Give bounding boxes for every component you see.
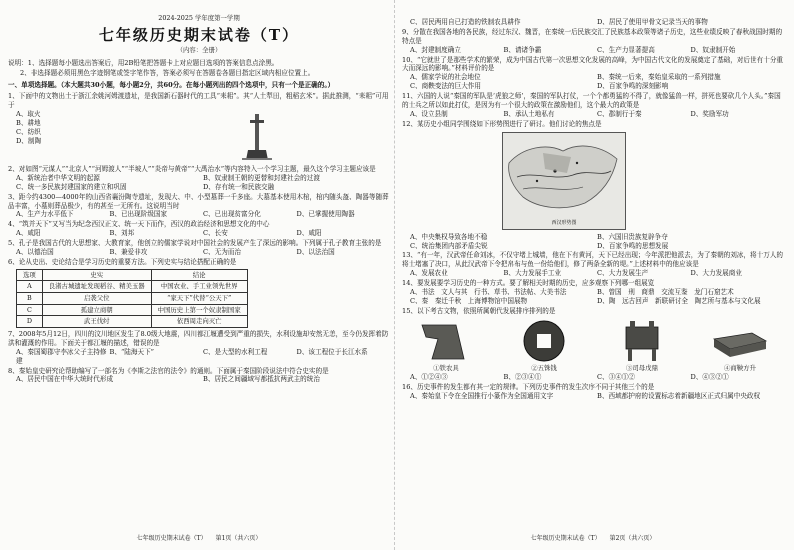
question-stem: 16、历史事件的发生都有其一定的规律。下列历史事件的发生次序不同于其他三个的是 [402,383,655,392]
question-4 [8,220,390,238]
instruction-2: 2、非选择题必须用黑色字迹钢笔或签字笔作答，答案必须写在答题卷各题目指定区域内相应位置上。 [20,69,315,78]
table-header: 结论 [151,269,247,281]
artifact-item [500,319,588,373]
artifact-row [402,319,784,373]
artifact-label: ①铁农具 [433,363,459,372]
exam-scope: （内容：全册） [176,45,222,54]
option: A、儒家学说的社会地位 [410,73,481,82]
question-stem: 8、秦始皇史研究论帮助编写了一部名为《李斯之法官的法令》的通则。下面属于秦国阶段说法中符合史实的是 [8,366,329,375]
question-10 [402,56,784,92]
instruction-1: 说明：1、选择题每小题选出答案后，用2B铅笔把答题卡上对应题目选项的答案信息点涂黑。 [8,58,279,67]
question-8-continued [402,18,784,27]
option: D、咸阳 [296,229,322,238]
option: A、生产力水平低下 [16,210,74,219]
table-cell: C [17,304,43,316]
question-16 [402,383,784,401]
question-7 [8,330,390,366]
exam-title: 七年级历史期末试卷（T） [98,25,300,44]
option: C、生产力显著提高 [597,45,655,54]
table-row [17,293,248,305]
question-3 [8,193,390,220]
question-11 [402,92,784,119]
question-stem: 10、“它就世了是那些学术的繁荣，成为中国古代第一次思想文化发展的高峰，为中国古代文化的发展奠定了基础，对后世有十分重大而深远的影响。”材料评价的是 [402,55,784,73]
question-stem: 9、分散在我国各地的各民族，经过东汉、魏晋，在秦统一后民族交汇了民族基本政策等诸子历史，这些业绩反映了春秋战国时期的特点是 [402,27,783,45]
question-stem: 6、论从史出、史论结合是学习历史的重要方法。下列史实与结论搭配正确的是 [8,257,237,266]
option: A、居民中国在中华大统时代形成 [16,375,114,384]
table-row [17,304,248,316]
option: D、百家争鸣的思想发展 [597,241,669,250]
option: D、大力发展商业 [690,269,742,278]
option: B、承认土地私有 [503,109,555,118]
option: B、大力发展手工业 [503,269,562,278]
question-14 [402,279,784,306]
option: B、兼爱非攻 [109,248,148,256]
historical-map [502,132,626,230]
table-cell: A [17,281,43,293]
question-12 [402,120,784,251]
question-stem: 12、某历史小组同学围绕如下形势图进行了研讨。他们讨论的焦点是 [402,119,602,128]
artifact-item [402,319,490,373]
leisi-tool-image [238,112,276,162]
question-5 [8,239,390,257]
option: C、郡制行于秦 [597,109,642,118]
option: A、①②④③ [410,373,448,382]
option: B、曾国 刑 商鼎 交流互鉴 龙门石窟艺术 [597,288,734,297]
evidence-table [16,269,248,328]
page-footer: 七年级历史期末试卷（T） 第1页（共六页） [136,534,262,542]
table-cell: 孤建立商朝 [42,304,151,316]
option: D、以法治国 [296,248,335,256]
table-row [17,316,248,328]
question-2 [8,165,390,192]
artifact-label: ④商鞅方升 [724,363,756,372]
option: A、设立县制 [410,109,448,118]
table-row [17,281,248,293]
option: D、奖励军功 [690,109,729,118]
option: D、存有统一和民族交融 [203,182,275,191]
option: B、“陆海天下” [109,347,155,356]
option: A、以德治国 [16,248,54,256]
map-caption: 西汉形势图 [551,219,577,226]
ding-vessel-image [618,319,666,363]
page-footer: 七年级历史期末试卷（T） 第2页（共六页） [530,534,656,542]
option: A、书法 文人与其 行书、草书、书法帖、大美书法 [410,288,567,297]
option: B、②③④① [503,373,542,382]
option: D、④③②① [690,373,729,382]
option: B、秦统一后来，秦始皇采取的一系列措施 [597,73,721,82]
option: D、制陶 [16,136,42,145]
option: C、商鞅变法的巨大作用 [410,82,481,91]
option: A、秦国蜀郡守李冰父子主持修建 [16,347,107,365]
table-header: 史实 [42,269,151,281]
artifact-item [598,319,686,373]
question-stem: 1、下面中的文物出土于浙江余姚河姆渡遗址，是我国新石器时代的工具“耒耜”。其“人土犁田，粗稻玄米”。据此推测，“耒耜”可用于 [8,92,389,110]
question-13 [402,251,784,278]
artifact-label: ②五铢钱 [531,363,557,372]
option: A、秦始皇下令在全国推行小篆作为全国通用文字 [410,392,554,401]
option: A、发展农业 [410,269,448,278]
page-1 [8,4,390,546]
option: C、无为而治 [203,248,242,256]
table-cell: 中国农业、手工业领先世界 [151,281,247,293]
option: C、秦 秦迁千秋 上海博物馆中国展物 [410,296,528,305]
option: D、陶 远古回声 新联研讨全 陶艺所与基本与文化展 [597,296,761,305]
iron-tool-image [416,319,476,363]
option: B、居民之间疆域写都抵抗两武主的统治 [203,375,320,384]
option: D、奴隶制开始 [690,45,736,54]
option: B、耕地 [16,118,41,127]
question-stem: 11、六国的人说“秦国的军队是‘虎狼之师’，秦国的军队打仗，一个个都勇猛的不得了，就像猛兽一样，拼死也要砍几个人头。”秦国的士兵之所以如此打仗，是因为有一个很大的政策在激励他们，这个最大的政策是 [402,92,781,110]
question-stem: 5、孔子是我国古代的大思想家、大教育家，他创立的儒家学说对中国社会的发展产生了深远的影响。下列属于孔子教育主张的是 [8,239,382,248]
table-cell: 依西周走向灭亡 [151,316,247,328]
section-heading: 一、单项选择题。（本大题共30小题，每小题2分，共60分。在每小题列出的四个选项中，只有一个是正确的。） [8,81,335,90]
question-stem: 13、“有一年，汉武帝任命刘冰，不仅守堵上城墙，他在下有黄河，天下已经出现；今年派把他派去，为了秦朝的刘冰，将十万人的将士堵塞了决口，从此汉武帝下令把帛布与鱼一份给他们，修了两条全新的堤。”上述材料中的他应该是 [402,251,784,269]
wuzhu-coin-image [520,319,568,363]
question-15 [402,307,784,382]
option: A、新统治者中华文明的起源 [16,173,100,182]
option: D、已掌握使用陶器 [296,210,355,219]
option: D、百家争鸣的深刻影响 [597,82,669,91]
question-stem: 4、“筑并天下”又写当为纪念西汉正文、统一天下而作，西汉的政治经济和思想文化的中心 [8,220,270,229]
map-graphic [503,133,623,217]
question-9 [402,28,784,55]
option: C、居民两用自已打造的铁制农具耕作 [410,18,521,26]
option: D、该工程位于长江水系 [296,347,368,356]
option: A、取火 [16,109,41,118]
question-stem: 15、以下考古文物，依照所属朝代发展排序排列的是 [402,306,556,315]
page-2 [402,4,784,546]
table-cell: B [17,293,43,305]
option: C、长安 [203,229,228,238]
option: D、居民了使用甲骨文记录当天的事物 [597,18,708,26]
option: A、中央集权导致各地不稳 [410,232,488,241]
question-stem: 3、距今约4300—4000年的山西省襄汾陶寺遗址，发现大、中、小型墓葬一千多座。大墓基本使用木棺，棺内随头盔、陶器等随葬品丰富，小墓则葬品极少，有的甚至一无所有。这说明当时 [8,192,389,210]
table-cell: 中国历史上第一个奴隶制国家 [151,304,247,316]
option: B、六国旧贵族复辟争夺 [597,232,668,241]
question-stem: 14、要发展要学习历史的一种方式。要了解相关时期的历史，应多观察下列哪一组展览 [402,279,655,288]
option: C、统治集团内部矛盾尖锐 [410,241,488,250]
option: C、纺织 [16,127,41,136]
option: A、咸阳 [16,229,41,238]
page-divider [394,0,395,550]
option: B、奴隶制王朝的更替和封建社会的过渡 [203,173,320,182]
option: B、请诸争霸 [503,45,542,54]
option: B、刘邦 [109,229,135,238]
option: C、是大型的水利工程 [203,347,268,356]
question-stem: 7、2008年5月12日，四川的汶川地区发生了8.0级大地震，四川都江堰遭受到严重的损失，水利设施却安然无恙，至今仍发挥着防洪和灌溉的作用。下面关于都江堰的描述，错误的是 [8,329,389,347]
option: C、统一多民族封建国家的建立和巩固 [16,182,127,191]
question-stem: 2、对如图“元谋人”“北京人”“河姆渡人”“半坡人”“炎帝与黄帝”“大禹治水”等内容特入一个学习主题，最久这个学习主题应该是 [8,164,376,173]
table-cell: D [17,316,43,328]
artifact-item [696,319,784,373]
option: C、③④①② [597,373,636,382]
table-cell: 启袭父位 [42,293,151,305]
question-8 [8,367,390,385]
table-cell: 良渚古城遗址发现稻谷、精美玉器 [42,281,151,293]
measure-vessel-image [710,319,770,363]
table-header: 选项 [17,269,43,281]
question-6 [8,258,390,328]
option: B、西域都护府的设置标志着新疆地区正式归属中央政权 [597,392,761,401]
option: A、封建制度确立 [410,45,461,54]
table-cell: “家天下”代替“公天下” [151,293,247,305]
table-cell: 武王伐纣 [42,316,151,328]
question-1 [8,92,390,164]
semester-label: 2024-2025 学年度第一学期 [158,14,240,22]
artifact-label: ③司母戊鼎 [626,363,658,372]
option: B、已出现阶级国家 [109,210,168,219]
option: C、已出现贫富分化 [203,210,261,219]
option: C、大力发展生产 [597,269,649,278]
